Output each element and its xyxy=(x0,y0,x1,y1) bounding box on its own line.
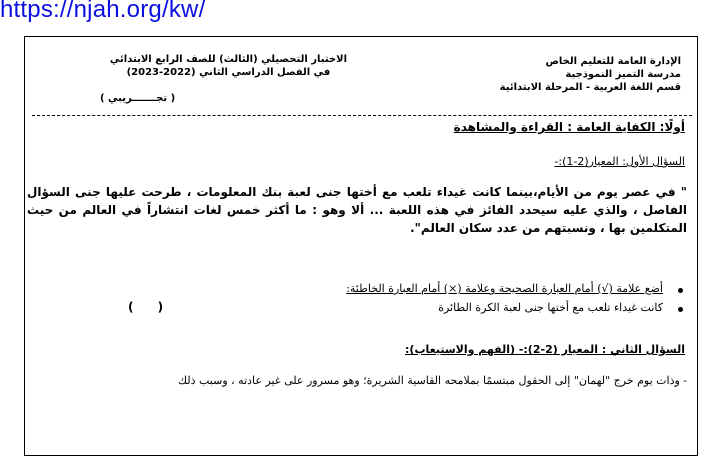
question-2-title: السؤال الثاني : المعيار (2-2):- (الفهم والاستيعاب): xyxy=(405,343,685,356)
admin-name: الإدارة العامة للتعليم الخاص xyxy=(545,56,681,67)
question-1-title: السؤال الأول: المعيار(2-1):- xyxy=(554,155,685,168)
header-divider xyxy=(32,115,692,116)
trial-label: ( تجـــــــريبي ) xyxy=(100,93,176,104)
school-name: مدرسة التميز النموذجية xyxy=(565,69,681,80)
exam-header xyxy=(110,53,347,79)
section-title: أولًا: الكفاية العامة : القراءة والمشاهدة xyxy=(453,120,685,134)
instruction-bullet: أضع علامة (√) أمام العبارة الصحيحة وعلامة (×) أمام العبارة الخاطئة: xyxy=(346,282,663,295)
answer-blank[interactable]: ( ) xyxy=(128,300,164,314)
question-2-text: - وذات يوم خرج "لهمان" إلى الحقول مبتسمًا بملامحه القاسية الشريرة؛ وهو مسرور على غير عادته ، وسبب ذلك xyxy=(177,374,687,387)
statement-bullet: كانت غيداء تلعب مع أختها جنى لعبة الكرة الطائرة xyxy=(438,301,663,314)
exam-term: في الفصل الدراسي الثاني (2022-2023) xyxy=(126,67,331,78)
watermark-url[interactable]: https://njah.org/kw/ xyxy=(0,0,206,23)
department-name: قسم اللغة العربية - المرحلة الابتدائية xyxy=(499,82,681,93)
school-header xyxy=(500,55,681,94)
reading-passage: " في عصر يوم من الأيام،بينما كانت غيداء تلعب مع أختها جنى لعبة بنك المعلومات ، طرحت عليها جنى السؤال الفاصل ، والذي عليه سيحدد الفائز في هذه اللعبة ... ألا وهو : ما أكثر خمس لغات انتشاراً في العالم من حيث المتكلمين بها ، ونسبتهم من عدد سكان العالم". xyxy=(27,185,687,235)
exam-title: الاختبار التحصيلي (الثالث) للصف الرابع الابتدائي xyxy=(109,54,347,65)
